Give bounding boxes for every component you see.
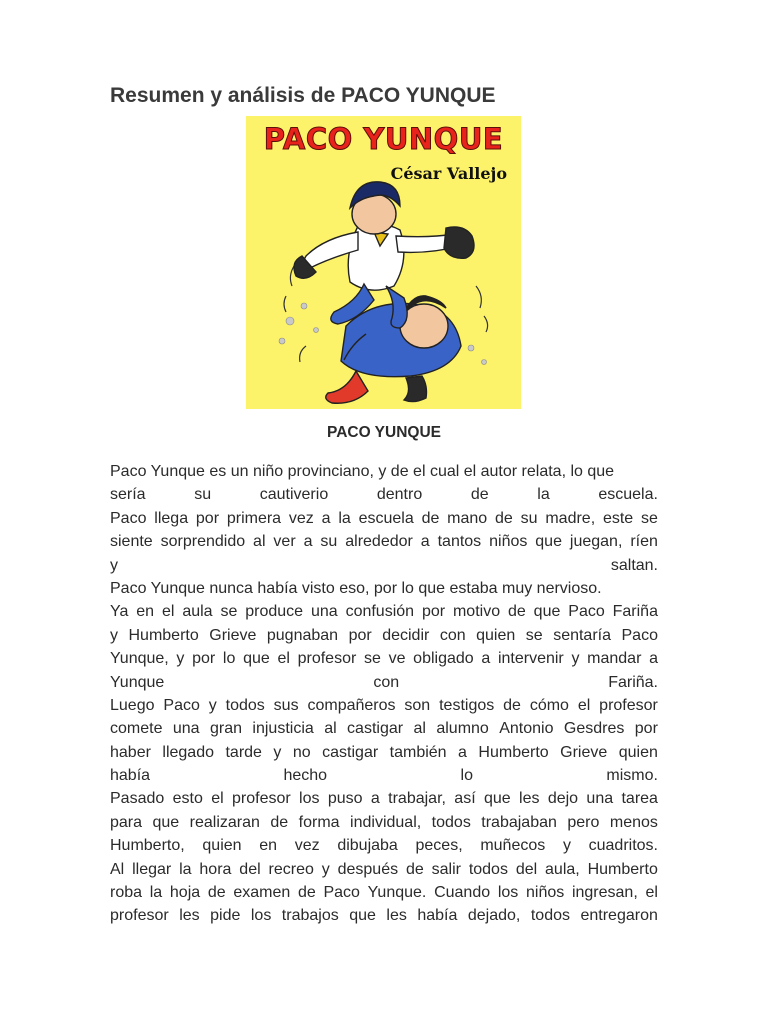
- text-word: vez: [294, 837, 320, 855]
- text-word: a: [370, 790, 380, 808]
- text-line: [110, 483, 658, 506]
- text-word: de: [495, 509, 513, 527]
- text-word: pero: [567, 813, 600, 831]
- text-word: recreo: [268, 860, 314, 878]
- cover-author: César Vallejo: [390, 164, 507, 183]
- text-word: obligado: [413, 650, 474, 668]
- text-word: y: [273, 743, 282, 761]
- text-word: Yunque.: [367, 884, 427, 902]
- text-word: profesor: [232, 790, 291, 808]
- text-word: lo: [222, 650, 236, 668]
- text-word: injusticia: [252, 720, 314, 738]
- text-word: se: [220, 603, 238, 621]
- text-word: profesor: [297, 650, 357, 668]
- text-word: compañeros: [307, 696, 396, 714]
- text-word: niños: [489, 533, 528, 551]
- text-word: peces,: [415, 837, 463, 855]
- text-word: todos: [468, 860, 508, 878]
- text-word: Humberto: [478, 743, 549, 761]
- text-line: [110, 904, 658, 927]
- text-word: y: [321, 860, 330, 878]
- text-word: que: [349, 907, 376, 925]
- text-word: también: [389, 743, 447, 761]
- text-word: quien: [202, 837, 242, 855]
- text-word: el: [277, 650, 290, 668]
- text-word: sentaría: [553, 626, 611, 644]
- text-word: una: [172, 720, 200, 738]
- text-line: Paco Yunque es un niño provinciano, y de el cual el autor relata, lo que: [110, 463, 615, 480]
- text-word: no: [292, 743, 311, 761]
- text-word: y: [110, 556, 118, 574]
- book-cover-image: [246, 116, 521, 409]
- text-word: ingresan,: [571, 884, 638, 902]
- text-word: Humberto,: [110, 837, 185, 855]
- text-word: gran: [209, 720, 243, 738]
- text-word: tarea: [621, 790, 658, 808]
- text-word: la: [338, 509, 351, 527]
- text-word: para: [110, 813, 143, 831]
- text-word: la: [149, 884, 163, 902]
- text-word: aula,: [545, 860, 580, 878]
- text-word: se: [363, 650, 381, 668]
- text-word: los: [250, 907, 272, 925]
- text-word: Grieve: [209, 626, 257, 644]
- text-word: castigar: [347, 720, 404, 738]
- text-line: [110, 530, 658, 553]
- text-word: de: [270, 813, 289, 831]
- text-word: ver: [273, 533, 296, 551]
- text-word: trabajos: [281, 907, 339, 925]
- text-word: de: [507, 603, 526, 621]
- text-word: salir: [431, 860, 461, 878]
- text-word: a: [458, 743, 467, 761]
- text-word: quien: [476, 626, 516, 644]
- text-word: y: [110, 626, 118, 644]
- text-word: con: [439, 626, 466, 644]
- text-word: después: [337, 860, 399, 878]
- text-word: de: [405, 860, 424, 878]
- text-line: [110, 787, 658, 810]
- text-word: son: [404, 696, 431, 714]
- text-word: les: [519, 790, 540, 808]
- text-line: [110, 858, 658, 881]
- text-word: menos: [609, 813, 658, 831]
- text-line: Paco Yunque nunca había visto eso, por lo que estaba muy nervioso.: [110, 579, 602, 597]
- text-word: su: [320, 533, 338, 551]
- text-word: vez: [288, 509, 314, 527]
- text-word: el: [645, 884, 658, 902]
- text-word: produce: [245, 603, 304, 621]
- text-word: y: [571, 650, 580, 668]
- text-word: el: [161, 603, 175, 621]
- text-word: dejado,: [467, 907, 521, 925]
- text-word: esto: [172, 790, 203, 808]
- text-word: trabajar,: [388, 790, 446, 808]
- text-word: cuadritos.: [588, 837, 658, 855]
- text-word: los: [299, 790, 320, 808]
- text-word: tantos: [437, 533, 482, 551]
- text-word: que: [535, 533, 562, 551]
- text-word: y: [176, 650, 185, 668]
- text-word: Pasado: [110, 790, 165, 808]
- text-word: juegan,: [569, 533, 623, 551]
- text-word: a: [303, 533, 313, 551]
- text-word: de: [503, 696, 521, 714]
- text-word: Paco: [163, 696, 200, 714]
- page-title: Resumen y análisis de PACO YUNQUE: [110, 84, 496, 107]
- text-word: alumno: [436, 720, 489, 738]
- text-word: Grieve: [560, 743, 608, 761]
- text-word: Paco: [621, 626, 658, 644]
- cover-title: PACO YUNQUE: [263, 122, 504, 156]
- text-word: llegar: [132, 860, 172, 878]
- text-word: forma: [298, 813, 340, 831]
- text-word: todos: [431, 813, 471, 831]
- text-word: llega: [154, 509, 189, 527]
- text-word: hecho: [283, 767, 328, 785]
- text-word: por: [192, 650, 216, 668]
- text-line: [110, 834, 658, 857]
- text-word: Al: [110, 860, 125, 878]
- text-line: [110, 741, 658, 764]
- text-word: que: [483, 790, 511, 808]
- text-word: mano: [447, 509, 488, 527]
- text-word: entregaron: [580, 907, 658, 925]
- text-word: decidir: [382, 626, 430, 644]
- text-word: cautiverio: [259, 486, 329, 504]
- text-word: primera: [226, 509, 282, 527]
- text-word: que: [243, 650, 270, 668]
- text-word: una: [586, 790, 614, 808]
- text-word: Yunque,: [110, 650, 169, 668]
- text-line: [110, 717, 658, 740]
- text-word: del: [239, 860, 261, 878]
- text-line: [110, 671, 658, 694]
- text-word: en: [136, 603, 155, 621]
- text-word: profesor: [599, 696, 658, 714]
- text-word: Cuando: [434, 884, 491, 902]
- text-word: motivo: [452, 603, 501, 621]
- text-word: con: [373, 673, 400, 691]
- text-word: muñecos: [480, 837, 546, 855]
- text-word: profesor: [110, 907, 169, 925]
- text-word: puso: [327, 790, 363, 808]
- text-line: [110, 694, 658, 717]
- text-line: [110, 881, 658, 904]
- text-word: todos: [225, 696, 265, 714]
- text-word: siente: [110, 533, 153, 551]
- text-word: el: [577, 696, 591, 714]
- text-word: Fariña: [612, 603, 658, 621]
- text-word: dentro: [376, 486, 423, 504]
- text-word: una: [310, 603, 338, 621]
- text-line: [110, 507, 658, 530]
- text-line: [110, 554, 658, 577]
- text-word: tarde: [225, 743, 262, 761]
- text-word: roba: [110, 884, 143, 902]
- text-word: hoja: [169, 884, 201, 902]
- text-word: la: [537, 486, 550, 504]
- text-word: a: [649, 650, 658, 668]
- text-line: [110, 647, 658, 670]
- text-word: pugnaban: [266, 626, 339, 644]
- text-word: niños: [525, 884, 565, 902]
- text-word: alrededor: [345, 533, 413, 551]
- text-word: por: [348, 626, 372, 644]
- text-word: les: [386, 907, 407, 925]
- text-word: castigar: [322, 743, 379, 761]
- text-line: [110, 811, 658, 834]
- text-word: ríen: [630, 533, 658, 551]
- text-word: a: [321, 509, 331, 527]
- text-word: Antonio: [499, 720, 554, 738]
- text-word: por: [195, 509, 220, 527]
- text-word: la: [179, 860, 192, 878]
- text-word: mandar: [587, 650, 642, 668]
- text-word: de: [421, 509, 440, 527]
- text-word: a: [481, 650, 491, 668]
- text-word: de: [470, 486, 489, 504]
- text-word: que: [152, 813, 180, 831]
- text-word: examen: [233, 884, 291, 902]
- text-word: quien: [618, 743, 658, 761]
- text-word: su: [520, 509, 538, 527]
- text-word: Fariña.: [608, 673, 658, 691]
- text-word: Paco: [323, 884, 360, 902]
- text-word: así: [454, 790, 476, 808]
- text-word: dejo: [547, 790, 579, 808]
- text-word: realizaran: [189, 813, 260, 831]
- text-word: de: [207, 884, 226, 902]
- text-word: se: [641, 509, 658, 527]
- text-word: este: [602, 509, 634, 527]
- text-word: ve: [388, 650, 406, 668]
- text-word: Gesdres: [563, 720, 625, 738]
- text-word: Humberto: [128, 626, 199, 644]
- text-word: comete: [110, 720, 163, 738]
- section-subtitle: PACO YUNQUE: [327, 424, 441, 441]
- text-word: los: [497, 884, 519, 902]
- text-word: les: [179, 907, 200, 925]
- text-line: [110, 600, 658, 623]
- text-word: individual,: [350, 813, 422, 831]
- text-word: haber: [110, 743, 151, 761]
- text-word: Ya: [110, 603, 129, 621]
- text-word: había: [417, 907, 458, 925]
- text-word: había: [110, 767, 151, 785]
- text-word: su: [194, 486, 212, 504]
- text-word: madre,: [545, 509, 596, 527]
- text-word: que: [533, 603, 561, 621]
- text-word: trabajaban: [481, 813, 557, 831]
- text-word: confusión: [345, 603, 415, 621]
- text-word: sorprendido: [160, 533, 246, 551]
- text-word: y: [208, 696, 217, 714]
- text-word: escuela: [358, 509, 414, 527]
- text-word: se: [525, 626, 543, 644]
- text-word: dibujaba: [337, 837, 398, 855]
- text-word: lo: [460, 767, 473, 785]
- text-word: llegado: [162, 743, 214, 761]
- text-word: a: [420, 533, 430, 551]
- text-word: pide: [210, 907, 241, 925]
- text-word: escuela.: [598, 486, 658, 504]
- text-word: al: [324, 720, 337, 738]
- text-word: y: [562, 837, 571, 855]
- text-word: por: [421, 603, 446, 621]
- text-word: intervenir: [497, 650, 564, 668]
- text-word: de: [297, 884, 316, 902]
- text-word: Paco: [568, 603, 605, 621]
- text-word: saltan.: [610, 556, 658, 574]
- text-word: al: [413, 720, 426, 738]
- text-word: sus: [273, 696, 299, 714]
- text-word: mismo.: [606, 767, 658, 785]
- text-word: por: [634, 720, 658, 738]
- body-paragraph: [110, 460, 658, 928]
- text-word: Paco: [110, 509, 147, 527]
- text-word: Humberto: [587, 860, 658, 878]
- text-word: Yunque: [110, 673, 165, 691]
- text-word: aula: [182, 603, 213, 621]
- text-line: [110, 764, 658, 787]
- text-word: todos: [530, 907, 570, 925]
- text-word: testigos: [439, 696, 495, 714]
- text-word: del: [515, 860, 538, 878]
- cover-illustration: [246, 116, 521, 409]
- text-word: en: [259, 837, 278, 855]
- text-word: cómo: [529, 696, 569, 714]
- text-word: al: [253, 533, 266, 551]
- text-word: sería: [110, 486, 146, 504]
- text-word: el: [211, 790, 224, 808]
- text-line: [110, 624, 658, 647]
- text-word: Luego: [110, 696, 155, 714]
- text-word: hora: [199, 860, 232, 878]
